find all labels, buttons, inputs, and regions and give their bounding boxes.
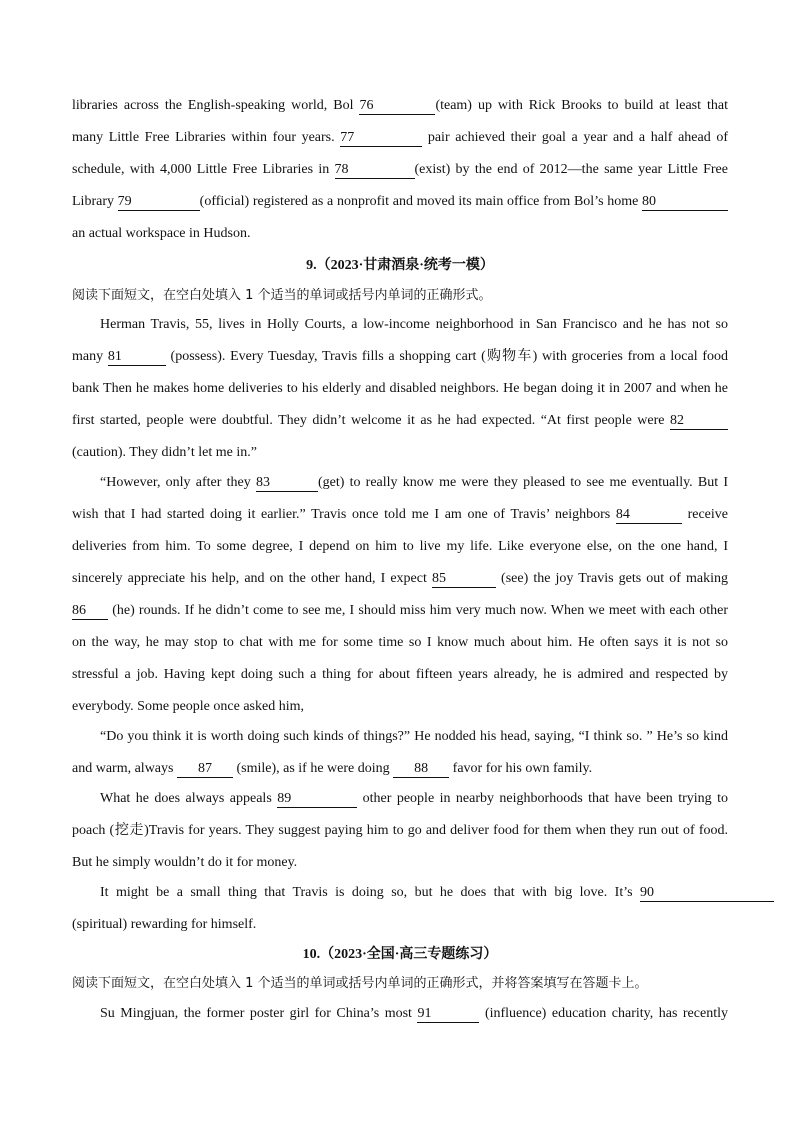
passage-line	[72, 129, 728, 147]
text: many	[72, 349, 108, 364]
text: sincerely appreciate his help, and on the other hand, I expect	[72, 571, 432, 586]
passage-line: (caution). They didn’t let me in.”	[72, 445, 257, 460]
passage-line: stressful a job. Having kept doing such a thing for about fifteen years already, he is admired and respected by	[72, 667, 728, 682]
answer-blank: 82	[670, 413, 728, 430]
text: wish that I had started doing it earlier.” Travis once told me I am one of Travis’ neighbors	[72, 507, 616, 522]
passage-line: (spiritual) rewarding for himself.	[72, 917, 257, 932]
text: many Little Free Libraries within four years.	[72, 130, 341, 145]
answer-blank: 79	[118, 194, 200, 211]
passage-line	[72, 570, 728, 588]
passage-line	[100, 790, 728, 808]
text: (exist) by the end of 2012—the same year Little Free	[414, 162, 728, 177]
text: receive	[681, 507, 728, 522]
answer-blank: 77	[340, 130, 422, 147]
answer-blank: 87	[177, 761, 233, 778]
passage-line: on the way, he may stop to chat with me for some time so I know much about him. He often says it is not so	[72, 635, 728, 650]
text: favor for his own family.	[449, 761, 593, 776]
passage-line	[72, 412, 728, 430]
answer-blank: 76	[359, 98, 435, 115]
text: other people in nearby neighborhoods that have been trying to	[357, 791, 728, 806]
passage-line	[72, 348, 728, 366]
passage-line	[72, 97, 728, 115]
passage-line: Herman Travis, 55, lives in Holly Courts, a low-income neighborhood in San Francisco and he has not so	[100, 317, 728, 332]
text: (team) up with Rick Brooks to build at least that	[435, 98, 728, 113]
passage-line	[72, 506, 728, 524]
section-instruction: 阅读下面短文，在空白处填入 1 个适当的单词或括号内单词的正确形式，并将答案填写在答题卡上。	[72, 976, 648, 991]
answer-blank: 78	[335, 162, 415, 179]
passage-line: everybody. Some people once asked him,	[72, 699, 304, 714]
text: (official) registered as a nonprofit and moved its main office from Bol’s home	[199, 194, 642, 209]
answer-blank: 89	[277, 791, 357, 808]
passage-line: “Do you think it is worth doing such kinds of things?” He nodded his head, saying, “I think so. ” He’s so kind	[100, 729, 728, 744]
passage-line: an actual workspace in Hudson.	[72, 226, 251, 241]
answer-blank: 88	[393, 761, 449, 778]
passage-line	[72, 602, 728, 620]
section-instruction: 阅读下面短文，在空白处填入 1 个适当的单词或括号内单词的正确形式。	[72, 288, 492, 303]
text: (see) the joy Travis gets out of making	[495, 571, 728, 586]
text: (smile), as if he were doing	[232, 761, 394, 776]
answer-blank: 81	[108, 349, 166, 366]
text: “However, only after they	[100, 475, 256, 490]
section-heading: 10.（2023·全国·高三专题练习）	[302, 947, 498, 962]
passage-line: bank Then he makes home deliveries to his elderly and disabled neighbors. He began doing it in 2007 and when he	[72, 381, 728, 396]
text: (get) to really know me were they pleased to see me eventually. But I	[317, 475, 728, 490]
text: first started, people were doubtful. They didn’t welcome it as he had expected. “At first people were	[72, 413, 670, 428]
text: It might be a small thing that Travis is doing so, but he does that with big love. It’s	[100, 885, 640, 900]
answer-blank: 84	[616, 507, 682, 524]
text: schedule, with 4,000 Little Free Libraries in	[72, 162, 335, 177]
passage-line: deliveries from him. To some degree, I depend on him to live my life. Like everyone else, on the one hand, I	[72, 539, 728, 554]
answer-blank: 80	[642, 194, 728, 211]
passage-line	[72, 161, 728, 179]
answer-blank: 83	[256, 475, 318, 492]
text: (influence) education charity, has recently	[479, 1006, 728, 1021]
passage-line: poach (挖走)Travis for years. They suggest paying him to go and deliver food for them when they run out of food.	[72, 823, 728, 838]
text: Library	[72, 194, 118, 209]
answer-blank: 85	[432, 571, 496, 588]
text: Su Mingjuan, the former poster girl for China’s most	[100, 1006, 418, 1021]
answer-blank: 86	[72, 603, 108, 620]
text: pair achieved their goal a year and a half ahead of	[422, 130, 728, 145]
text: (he) rounds. If he didn’t come to see me, I should miss him very much now. When we meet with each other	[108, 603, 728, 618]
text: and warm, always	[72, 761, 177, 776]
passage-line	[72, 760, 728, 778]
section-heading: 9.（2023·甘肃酒泉·统考一模）	[306, 258, 494, 273]
passage-line	[100, 884, 774, 902]
answer-blank: 90	[640, 885, 774, 902]
passage-line: But he simply wouldn’t do it for money.	[72, 855, 298, 870]
passage-line	[100, 1005, 728, 1023]
passage-line	[100, 474, 728, 492]
text: libraries across the English-speaking world, Bol	[72, 98, 360, 113]
passage-line	[72, 193, 728, 211]
text: (possess). Every Tuesday, Travis fills a shopping cart (购物车) with groceries from a local food	[165, 349, 728, 364]
answer-blank: 91	[417, 1006, 479, 1023]
text: What he does always appeals	[100, 791, 278, 806]
